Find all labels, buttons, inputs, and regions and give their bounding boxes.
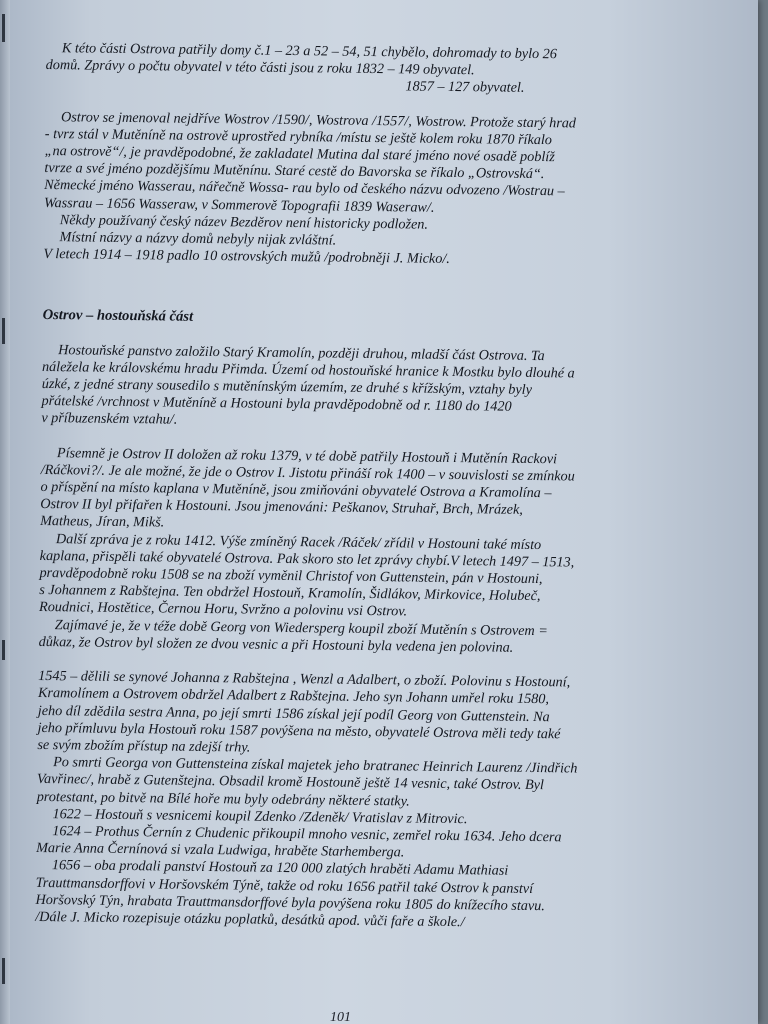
text-line: úzké, z jedné strany sousedilo s mutěnínským územím, ze druhé s křížským, vztahy byly — [41, 376, 533, 399]
text-line: pravděpodobně roku 1508 se na zboží vyměnil Christof von Guttenstein, pán v Hostouni, — [39, 565, 543, 588]
text-line: Matheus, Jíran, Mikš. — [40, 513, 165, 531]
text-line: 1622 – Hostouň s vesnicemi koupil Zdenko /Zdeněk/ Vratislav z Mitrovic. — [52, 805, 468, 827]
text-line: protestant, po bitvě na Bílé hoře mu byly odebrány některé statky. — [36, 788, 410, 810]
text-line: Trauttmansdorffovi v Horšovském Týně, takže od roku 1656 patřil také Ostrov k panství — [35, 874, 534, 897]
text-line: přátelské /vrchnost v Mutěníně a Hostouni byla pravděpodobně od r. 1180 do 1420 — [41, 393, 512, 415]
binding-mark — [2, 318, 5, 344]
text-line: Po smrti Georga von Guttensteina získal majetek jeho bratranec Heinrich Laurenz /Jindřich — [53, 754, 578, 777]
text-line: V letech 1914 – 1918 padlo 10 ostrovských mužů /podrobněji J. Micko/. — [43, 246, 450, 268]
text-line: 1545 – dělili se synové Johanna z Rabštejna , Wenzl a Adalbert, o zboží. Polovinu s Hostouní, — [38, 668, 571, 691]
text-line: s Johannem z Rabštejna. Ten obdržel Hostouň, Kramolín, Šidlákov, Mirkovice, Holubeč, — [39, 582, 541, 605]
text-line: jeho přímluvu byla Hostouň roku 1587 povýšena na město, obyvatelé Ostrova měli tedy také — [37, 719, 561, 743]
text-line: Zajímavé je, že v téže době Georg von Wiedersperg koupil zboží Mutěnín s Ostrovem = — [54, 616, 548, 639]
text-line: náležela ke královskému hradu Přimda. Území od hostouňské hranice k Mostku bylo dlouhé a — [41, 358, 575, 382]
text-line: v příbuzenském vztahu/. — [41, 410, 178, 429]
text-line: důkaz, že Ostrov byl složen ze dvou vesnic a při Hostouni byla vedena jen polovina. — [38, 633, 514, 656]
text-line: 1857 – 127 obyvatel. — [405, 78, 525, 97]
text-line: Kramolínem a Ostrovem obdržel Adalbert z Rabštejna. Jeho syn Johann umřel roku 1580, — [37, 685, 550, 708]
text-line: „na ostrově“/, je pravděpodobné, že zakladatel Mutina dal staré jméno nové osadě poblíž — [44, 143, 555, 166]
text-line: Roudnici, Hostětice, Černou Horu, Svržno a polovinu vsi Ostrov. — [38, 599, 408, 620]
text-line: 1624 – Prothus Černín z Chudenic přikoupil mnoho vesnic, zemřel roku 1634. Jeho dcera — [52, 823, 562, 846]
text-line: Ostrov se jmenoval nejdříve Wostrov /1590/, Wostrova /1557/, Wostrow. Protože starý hrad — [60, 108, 577, 132]
text-line: Další zpráva je z roku 1412. Výše zmíněný Racek /Ráček/ zřídil v Hostouni také místo — [55, 530, 542, 553]
text-line: Německé jméno Wasserau, nářečně Wossa- rau bylo od českého názvu odvozeno /Wostrau – — [44, 177, 565, 200]
text-line: domů. Zprávy o počtu obyvatel v této části jsou z roku 1832 – 149 obyvatel. — [45, 57, 475, 79]
text-line: tvrze a své jméno pozdějšímu Mutěnínu. Staré cestě do Bavorska se říkalo „Ostrovská“. — [44, 160, 545, 183]
binding-mark — [2, 958, 5, 984]
document-text — [35, 40, 664, 934]
text-line: Hostouňské panstvo založilo Starý Kramolín, později druhou, mladší část Ostrova. Ta — [58, 341, 545, 364]
text-line: 1656 – oba prodali panství Hostouň za 120 000 zlatých hraběti Adamu Mathiasi — [51, 857, 509, 880]
binding-mark — [2, 640, 5, 660]
text-line: Horšovský Týn, hrabata Trauttmansdorffové byla povýšena roku 1805 do knížecího stavu. — [35, 891, 545, 914]
text-line: Ostrov II byl přifařen k Hostouni. Jsou jmenováni: Peškanov, Struhař, Brch, Mrázek, — [40, 496, 523, 519]
text-line: Wassrau – 1656 Wasseraw, v Sommerově Topografii 1839 Waseraw/. — [43, 194, 435, 216]
text-line: Vavřinec/, hrabě z Gutenštejna. Obsadil kromě Hostouně ještě 14 vesnic, také Ostrov. Byl — [36, 771, 544, 794]
text-line: Někdy používaný český název Bezděrov není historicky podložen. — [59, 212, 429, 233]
text-line: kaplana, přispěli také obyvatelé Ostrova. Pak skoro sto let zprávy chybí.V letech 1497 – 1513, — [39, 547, 575, 571]
text-line: jeho díl zdědila sestra Anna, po její smrti 1586 získal její podíl Georg von Guttenstein. Na — [37, 702, 550, 725]
text-line: o příspění na místo kaplana v Mutěníně, jsou zmiňováni obyvatelé Ostrova a Kramolína – — [40, 479, 552, 502]
text-line: Místní názvy a názvy domů nebyly nijak zvláštní. — [59, 229, 337, 249]
text-line: - tvrz stál v Mutěníně na ostrově uprostřed rybníka /místu se ještě kolem roku 1870 říkalo — [44, 125, 553, 149]
text-line: K této části Ostrova patřily domy č.1 – 23 a 52 – 54, 51 chybělo, dohromady to bylo 26 — [61, 40, 558, 63]
text-line: /Dále J. Micko rozepisuje otázku poplatků, desátků apod. vůči faře a škole./ — [35, 908, 465, 931]
binding-mark — [2, 14, 5, 42]
section-heading: Ostrov – hostouňská část — [42, 307, 194, 326]
text-line: Marie Anna Černínová si vzala Ludwiga, hraběte Starhemberga. — [36, 840, 405, 861]
page-number: 101 — [330, 1010, 351, 1024]
text-line: /Ráčkovi?/. Je ale možné, že jde o Ostrov I. Jistotu přináší rok 1400 – v souvislosti se zmínkou — [40, 461, 575, 485]
text-line: Písemně je Ostrov II doložen až roku 1379, v té době patřily Hostouň i Mutěnín Rackovi — [56, 444, 558, 467]
binding-edge — [0, 0, 10, 1024]
text-line: se svým zbožím přístup na zdejší trhy. — [37, 736, 251, 756]
